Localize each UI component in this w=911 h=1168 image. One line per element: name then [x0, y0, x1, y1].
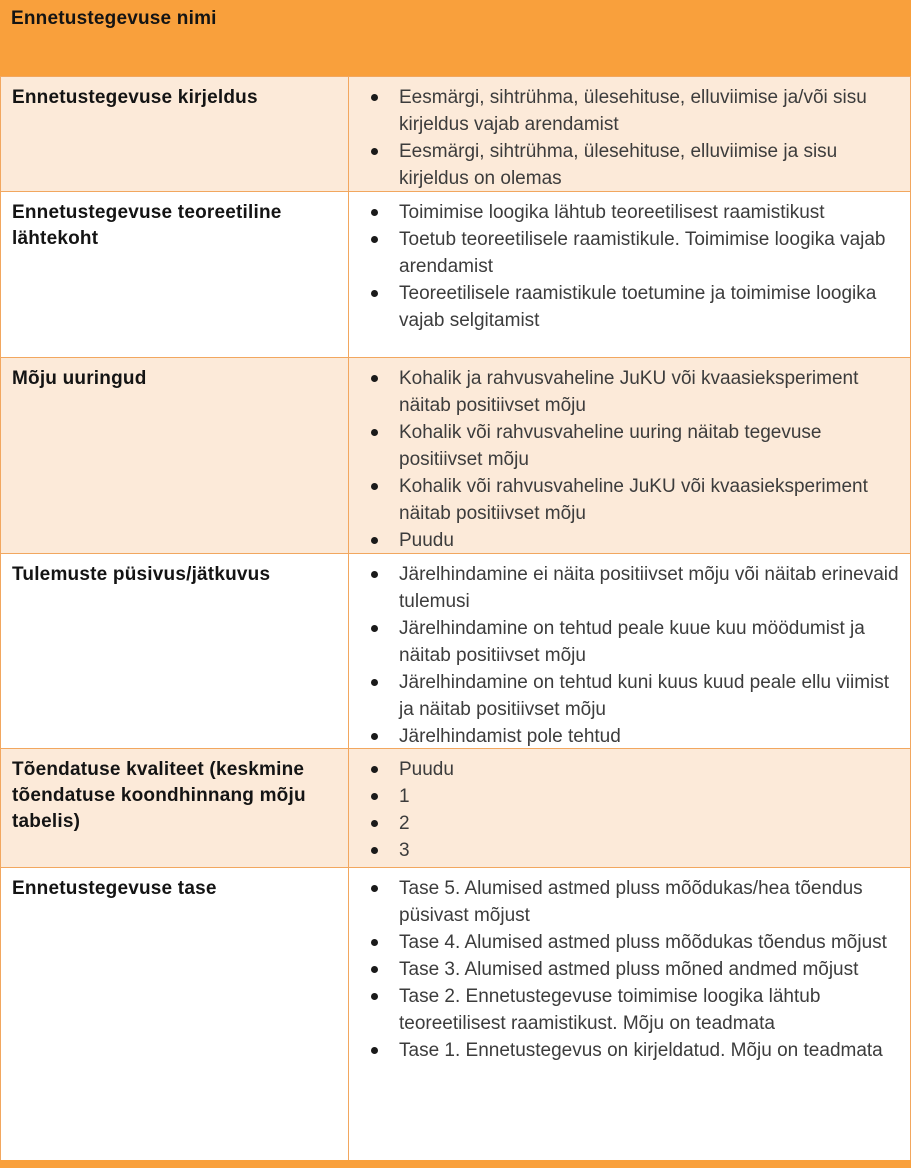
- row-values-cell: [349, 358, 910, 553]
- table-header-label: Ennetustegevuse nimi: [11, 8, 217, 29]
- bullet-item: 1: [349, 783, 900, 810]
- bullet-item: Tase 2. Ennetustegevuse toimimise loogika lähtub teoreetilisest raamistikust. Mõju on teadmata: [349, 983, 900, 1037]
- bullet-list: [349, 84, 900, 192]
- bullet-item: 2: [349, 810, 900, 837]
- row-values-cell: [349, 77, 910, 191]
- row-values-cell: [349, 749, 910, 867]
- row-label: Ennetustegevuse teoreetiline lähtekoht: [1, 192, 349, 357]
- bullet-item: Kohalik või rahvusvaheline JuKU või kvaasieksperiment näitab positiivset mõju: [349, 473, 900, 527]
- table-row: [0, 553, 911, 748]
- next-section-header-partial: [0, 1160, 911, 1168]
- bullet-item: Järelhindamine ei näita positiivset mõju või näitab erinevaid tulemusi: [349, 561, 900, 615]
- table-row: [0, 357, 911, 553]
- bullet-list: [349, 875, 900, 1064]
- bullet-item: Järelhindamine on tehtud peale kuue kuu möödumist ja näitab positiivset mõju: [349, 615, 900, 669]
- table-row: [0, 191, 911, 357]
- bullet-item: Tase 4. Alumised astmed pluss mõõdukas tõendus mõjust: [349, 929, 900, 956]
- bullet-item: Kohalik ja rahvusvaheline JuKU või kvaasieksperiment näitab positiivset mõju: [349, 365, 900, 419]
- table-row: [0, 76, 911, 191]
- bullet-item: Teoreetilisele raamistikule toetumine ja toimimise loogika vajab selgitamist: [349, 280, 900, 334]
- bullet-item: Tase 5. Alumised astmed pluss mõõdukas/hea tõendus püsivast mõjust: [349, 875, 900, 929]
- bullet-item: Eesmärgi, sihtrühma, ülesehituse, elluviimise ja/või sisu kirjeldus vajab arendamist: [349, 84, 900, 138]
- bullet-list: [349, 756, 900, 864]
- bullet-item: Toetub teoreetilisele raamistikule. Toimimise loogika vajab arendamist: [349, 226, 900, 280]
- row-label: Tõendatuse kvaliteet (keskmine tõendatuse koondhinnang mõju tabelis): [1, 749, 349, 867]
- bullet-item: Kohalik või rahvusvaheline uuring näitab tegevuse positiivset mõju: [349, 419, 900, 473]
- row-label: Ennetustegevuse kirjeldus: [1, 77, 349, 191]
- bullet-item: Järelhindamine on tehtud kuni kuus kuud peale ellu viimist ja näitab positiivset mõju: [349, 669, 900, 723]
- row-label: Ennetustegevuse tase: [1, 868, 349, 1160]
- bullet-item: Tase 1. Ennetustegevus on kirjeldatud. Mõju on teadmata: [349, 1037, 900, 1064]
- bullet-list: [349, 365, 900, 554]
- bullet-item: Eesmärgi, sihtrühma, ülesehituse, elluviimise ja sisu kirjeldus on olemas: [349, 138, 900, 192]
- row-values-cell: [349, 192, 910, 357]
- bullet-list: [349, 199, 900, 334]
- table-header-activity-name: [0, 0, 911, 76]
- row-label: Mõju uuringud: [1, 358, 349, 553]
- bullet-item: Järelhindamist pole tehtud: [349, 723, 900, 750]
- row-values-cell: [349, 554, 910, 748]
- row-label: Tulemuste püsivus/jätkuvus: [1, 554, 349, 748]
- bullet-item: Tase 3. Alumised astmed pluss mõned andmed mõjust: [349, 956, 900, 983]
- bullet-list: [349, 561, 900, 750]
- bullet-item: Toimimise loogika lähtub teoreetilisest raamistikust: [349, 199, 900, 226]
- table-row: [0, 867, 911, 1160]
- bullet-item: Puudu: [349, 756, 900, 783]
- bullet-item: 3: [349, 837, 900, 864]
- row-values-cell: [349, 868, 910, 1160]
- bullet-item: Puudu: [349, 527, 900, 554]
- table-row: [0, 748, 911, 867]
